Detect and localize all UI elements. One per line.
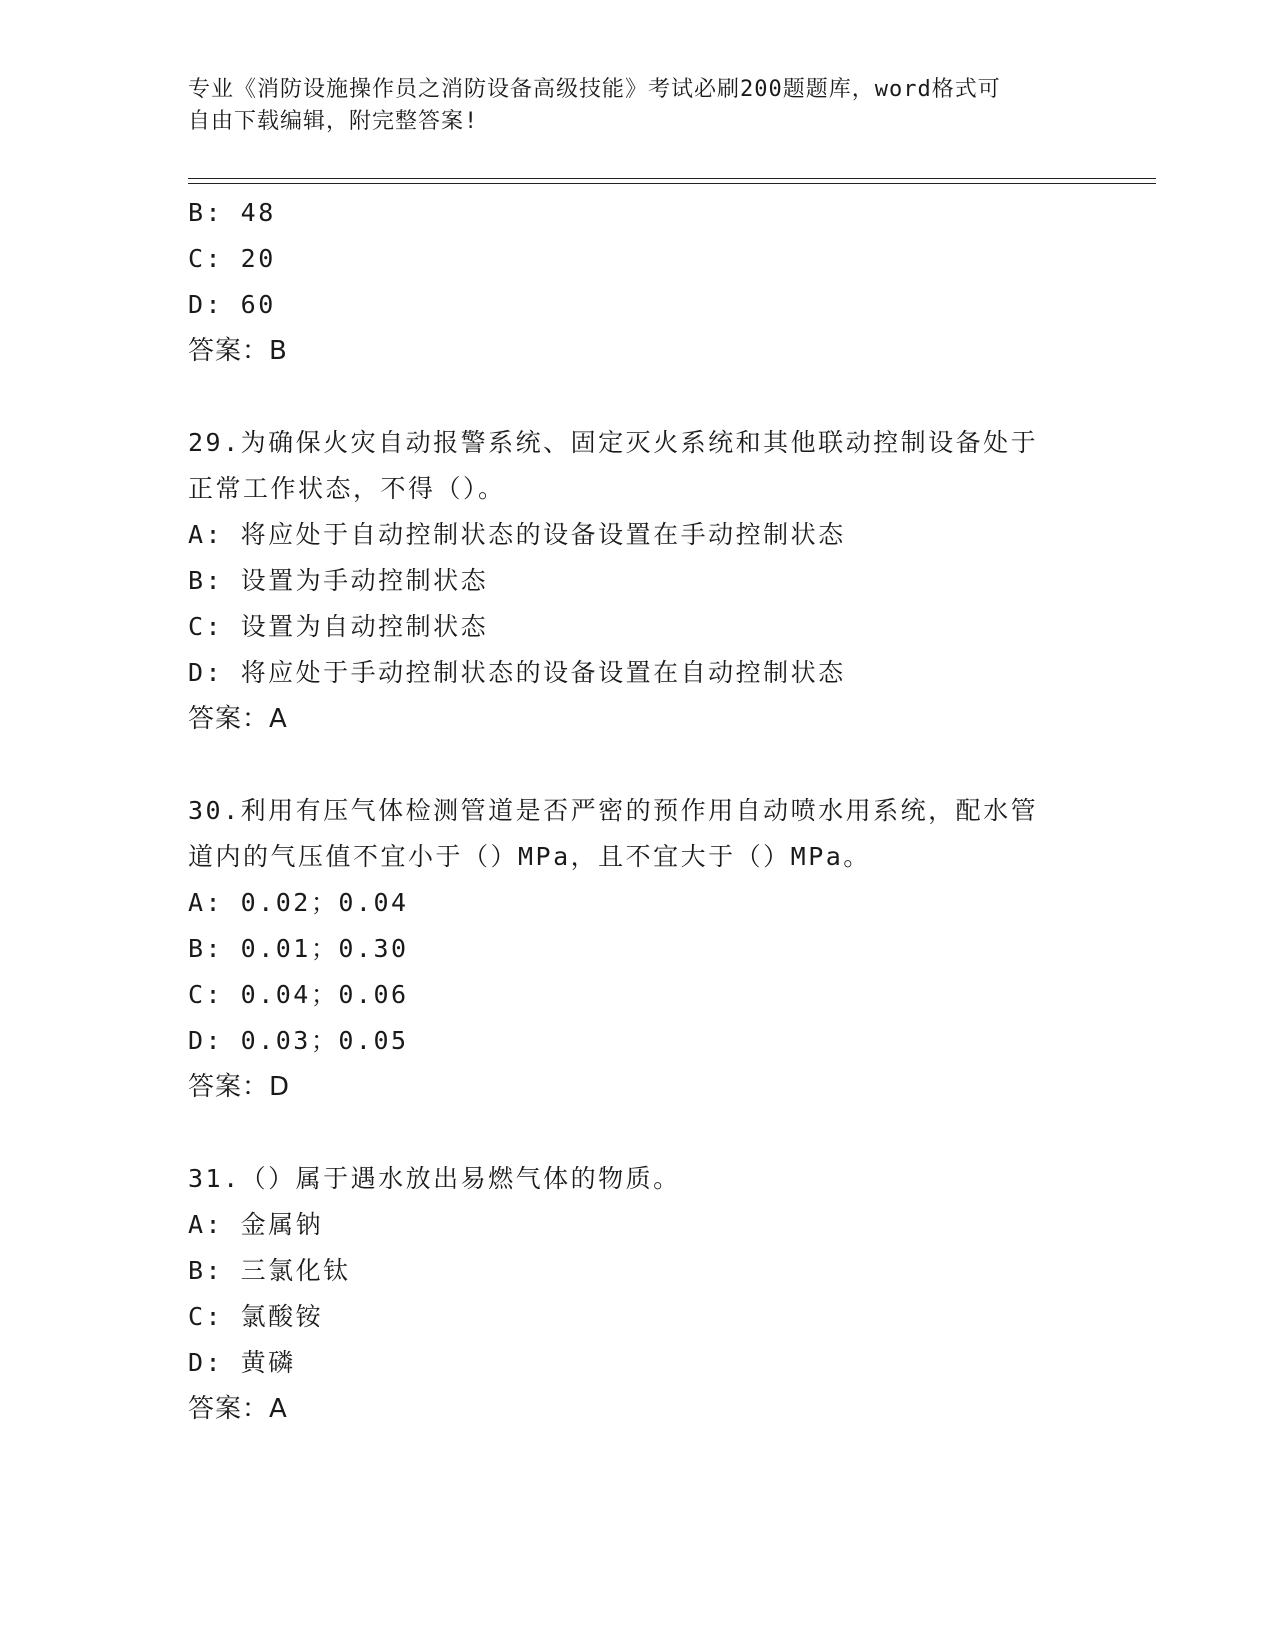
spacer	[188, 1110, 1088, 1156]
option-d: D: 60	[188, 290, 276, 319]
option-b: B: 设置为手动控制状态	[188, 566, 489, 595]
option-d: D: 0.03；0.05	[188, 1026, 409, 1055]
option-c: C: 氯酸铵	[188, 1302, 324, 1331]
option-a: A: 金属钠	[188, 1210, 324, 1239]
question-block-31	[188, 1156, 1088, 1432]
option-c: C: 20	[188, 244, 276, 273]
option-c: C: 0.04；0.06	[188, 980, 409, 1009]
option-c: C: 设置为自动控制状态	[188, 612, 489, 641]
answer: 答案：A	[188, 704, 288, 734]
question-list	[188, 190, 1088, 1432]
question-stem: 道内的气压值不宜小于（）MPa，且不宜大于（）MPa。	[188, 842, 871, 871]
header-divider-top	[188, 178, 1156, 179]
answer: 答案：D	[188, 1072, 291, 1102]
option-d: D: 黄磷	[188, 1348, 296, 1377]
question-stem: 正常工作状态，不得（）。	[188, 474, 506, 503]
header-line-2: 自由下载编辑，附完整答案!	[188, 109, 479, 134]
option-a: A: 0.02；0.04	[188, 888, 409, 917]
option-a: A: 将应处于自动控制状态的设备设置在手动控制状态	[188, 520, 846, 549]
question-stem: 30.利用有压气体检测管道是否严密的预作用自动喷水用系统，配水管	[188, 796, 1039, 825]
question-block-30	[188, 788, 1088, 1110]
question-stem: 31.（）属于遇水放出易燃气体的物质。	[188, 1164, 681, 1193]
header-divider-bottom	[188, 183, 1156, 184]
question-block-29	[188, 420, 1088, 742]
header-line-1: 专业《消防设施操作员之消防设备高级技能》考试必刷200题题库，word格式可	[188, 77, 1001, 102]
option-d: D: 将应处于手动控制状态的设备设置在自动控制状态	[188, 658, 846, 687]
spacer	[188, 374, 1088, 420]
spacer	[188, 742, 1088, 788]
option-b: B: 0.01；0.30	[188, 934, 409, 963]
document-header	[188, 74, 1088, 138]
question-stem: 29.为确保火灾自动报警系统、固定灭火系统和其他联动控制设备处于	[188, 428, 1039, 457]
question-block-28	[188, 190, 1088, 374]
option-b: B: 48	[188, 198, 276, 227]
answer: 答案：B	[188, 336, 288, 366]
answer: 答案：A	[188, 1394, 288, 1424]
option-b: B: 三氯化钛	[188, 1256, 351, 1285]
